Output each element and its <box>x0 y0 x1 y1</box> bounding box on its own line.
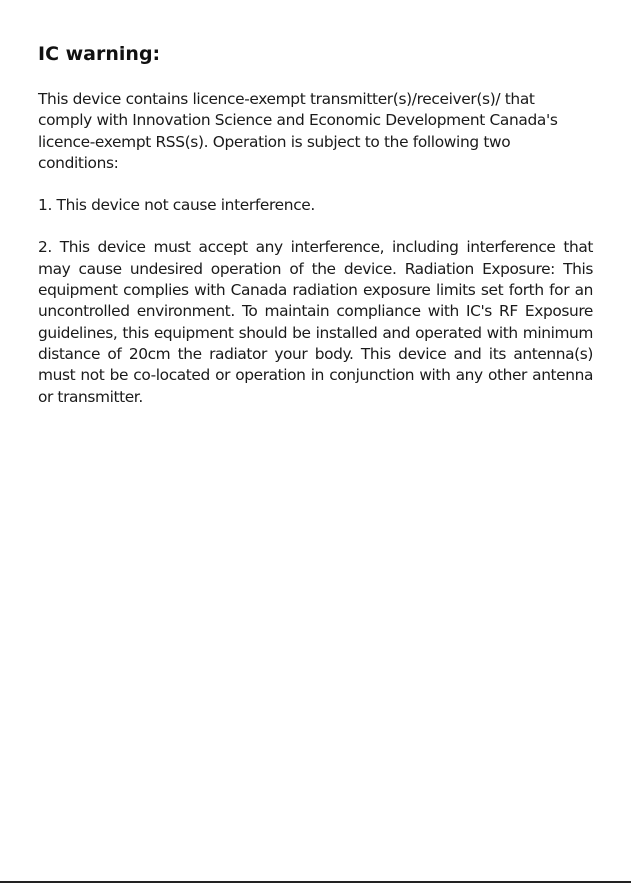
intro-paragraph: This device contains licence-exempt transmitter(s)/receiver(s)/ that comply with Innovation Science and Economic Development Canada's licence-exempt RSS(s). Operation is subject to the following two conditions: <box>38 90 558 172</box>
document-page <box>38 42 593 408</box>
paragraph-gap <box>38 216 593 237</box>
condition-1-paragraph: 1. This device not cause interference. <box>38 196 315 215</box>
paragraph-gap <box>38 174 593 195</box>
document-title: IC warning: <box>38 43 161 65</box>
condition-2-paragraph: 2. This device must accept any interference, including interference that may cause undesired operation of the device. Radiation Exposure: This equipment complies with Canada radiation exposure limits set forth for an uncontrolled environment. To maintain compliance with IC's RF Exposure guidelines, this equipment should be installed and operated with minimum distance of 20cm the radiator your body. This device and its antenna(s) must not be co-located or operation in conjunction with any other antenna or transmitter. <box>38 238 593 406</box>
